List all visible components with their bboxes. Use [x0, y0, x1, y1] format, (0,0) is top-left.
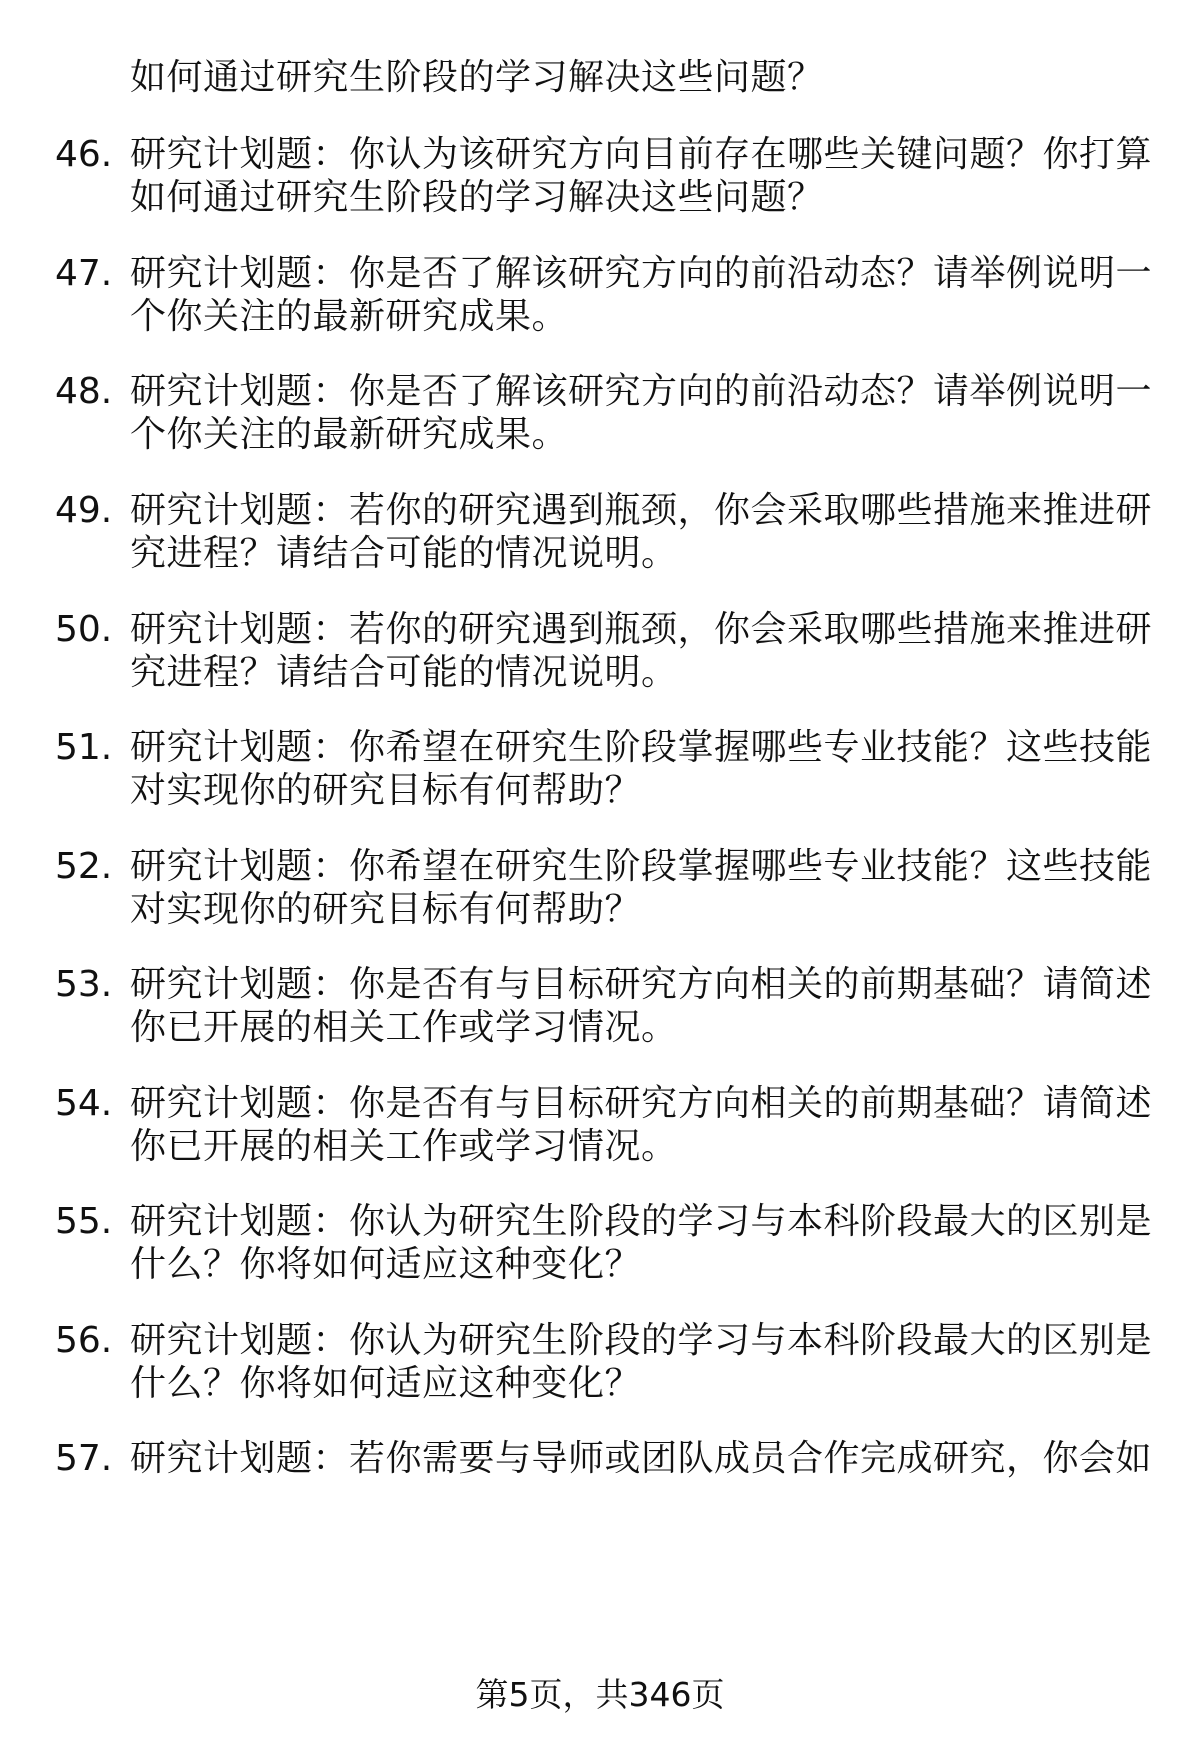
- question-text-line1: 研究计划题：你是否了解该研究方向的前沿动态？请举例说明一: [130, 371, 1153, 412]
- question-number: 56.: [55, 1320, 113, 1361]
- question-text-line2: 你已开展的相关工作或学习情况。: [130, 1126, 678, 1167]
- question-text-line2: 究进程？请结合可能的情况说明。: [130, 652, 678, 693]
- question-text-line2: 个你关注的最新研究成果。: [130, 296, 569, 337]
- question-number: 54.: [55, 1083, 113, 1124]
- question-text-line1: 研究计划题：若你需要与导师或团队成员合作完成研究，你会如: [130, 1438, 1153, 1479]
- question-text-line2: 什么？你将如何适应这种变化？: [130, 1363, 642, 1404]
- question-text-line1: 研究计划题：若你的研究遇到瓶颈，你会采取哪些措施来推进研: [130, 609, 1153, 650]
- question-number: 48.: [55, 371, 113, 412]
- question-number: 47.: [55, 253, 113, 294]
- question-text-line1: 研究计划题：你认为研究生阶段的学习与本科阶段最大的区别是: [130, 1320, 1153, 1361]
- question-text-line2: 对实现你的研究目标有何帮助？: [130, 770, 642, 811]
- page-footer: 第5页，共346页: [475, 1675, 725, 1714]
- question-text-line1: 研究计划题：你是否了解该研究方向的前沿动态？请举例说明一: [130, 253, 1153, 294]
- question-number: 49.: [55, 490, 113, 531]
- question-text-line2: 个你关注的最新研究成果。: [130, 414, 569, 455]
- continuation-line: 如何通过研究生阶段的学习解决这些问题？: [130, 57, 824, 98]
- question-number: 52.: [55, 846, 113, 887]
- question-number: 46.: [55, 134, 113, 175]
- question-text-line2: 对实现你的研究目标有何帮助？: [130, 889, 642, 930]
- question-number: 53.: [55, 964, 113, 1005]
- question-text-line2: 你已开展的相关工作或学习情况。: [130, 1007, 678, 1048]
- question-number: 50.: [55, 609, 113, 650]
- question-number: 51.: [55, 727, 113, 768]
- question-number: 57.: [55, 1438, 113, 1479]
- question-number: 55.: [55, 1201, 113, 1242]
- question-text-line2: 如何通过研究生阶段的学习解决这些问题？: [130, 177, 824, 218]
- question-text-line1: 研究计划题：你是否有与目标研究方向相关的前期基础？请简述: [130, 964, 1153, 1005]
- question-text-line1: 研究计划题：你认为该研究方向目前存在哪些关键问题？你打算: [130, 134, 1153, 175]
- question-text-line1: 研究计划题：你希望在研究生阶段掌握哪些专业技能？这些技能: [130, 727, 1153, 768]
- question-text-line1: 研究计划题：你希望在研究生阶段掌握哪些专业技能？这些技能: [130, 846, 1153, 887]
- question-text-line1: 研究计划题：若你的研究遇到瓶颈，你会采取哪些措施来推进研: [130, 490, 1153, 531]
- question-text-line2: 什么？你将如何适应这种变化？: [130, 1244, 642, 1285]
- question-text-line1: 研究计划题：你认为研究生阶段的学习与本科阶段最大的区别是: [130, 1201, 1153, 1242]
- question-text-line1: 研究计划题：你是否有与目标研究方向相关的前期基础？请简述: [130, 1083, 1153, 1124]
- question-text-line2: 究进程？请结合可能的情况说明。: [130, 533, 678, 574]
